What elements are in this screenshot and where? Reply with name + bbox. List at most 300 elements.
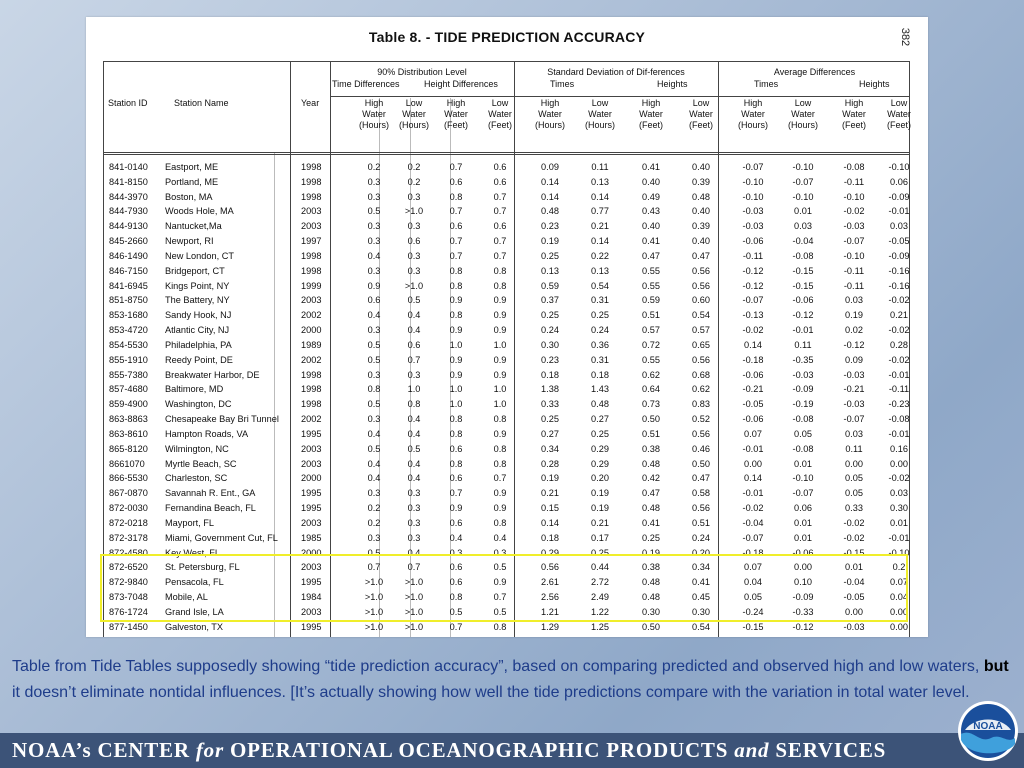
- station-name: Eastport, ME: [165, 162, 219, 172]
- value-std-lw-height: 0.40: [692, 236, 710, 247]
- value-avg-lw-time: -0.19: [792, 399, 814, 410]
- value-dist-hw-height: 0.9: [449, 295, 463, 306]
- station-id: 877-1450: [109, 621, 148, 632]
- value-dist-hw-height: 0.6: [449, 473, 463, 484]
- table-row: [104, 457, 911, 472]
- value-std-lw-height: 0.47: [692, 250, 710, 261]
- value-std-lw-time: 0.20: [591, 473, 609, 484]
- header-std-hw-time: High Water (Hours): [534, 98, 565, 130]
- value-std-lw-height: 0.50: [692, 458, 710, 469]
- value-dist-lw-time: 0.4: [407, 458, 421, 469]
- value-dist-hw-height: 0.6: [449, 577, 463, 588]
- station-name: The Battery, NY: [165, 295, 230, 306]
- value-dist-lw-height: 0.7: [493, 236, 507, 247]
- value-std-hw-time: 0.59: [541, 280, 559, 291]
- value-std-hw-time: 0.33: [541, 399, 559, 410]
- value-dist-hw-height: 0.8: [449, 414, 463, 425]
- value-avg-lw-height: -0.08: [888, 414, 910, 425]
- header-dist-hw-time: High Water (Hours): [358, 98, 389, 130]
- value-dist-hw-time: 0.5: [367, 547, 381, 558]
- caption-bold: but: [983, 658, 1009, 675]
- value-avg-hw-time: -0.02: [742, 503, 764, 514]
- year: 1985: [301, 532, 322, 543]
- value-avg-hw-time: -0.11: [742, 250, 764, 261]
- value-dist-lw-time: 0.4: [407, 414, 421, 425]
- value-dist-lw-height: 0.8: [493, 443, 507, 454]
- year: 2002: [301, 414, 322, 425]
- year: 1999: [301, 280, 322, 291]
- header-avg-lw-height: Low Water (Feet): [886, 98, 911, 130]
- value-dist-lw-height: 0.8: [493, 265, 507, 276]
- value-std-hw-time: 0.25: [541, 250, 559, 261]
- value-avg-lw-time: -0.12: [792, 310, 814, 321]
- value-avg-hw-time: -0.10: [742, 191, 764, 202]
- value-avg-lw-time: -0.10: [792, 473, 814, 484]
- value-avg-lw-time: -0.09: [792, 384, 814, 395]
- value-dist-lw-height: 0.8: [493, 621, 507, 632]
- value-avg-lw-time: 0.03: [794, 221, 812, 232]
- value-dist-lw-time: 0.7: [407, 562, 421, 573]
- station-name: New London, CT: [165, 250, 234, 261]
- table-row: [104, 427, 911, 442]
- value-dist-hw-height: 0.7: [449, 206, 463, 217]
- value-dist-lw-height: 0.8: [493, 458, 507, 469]
- value-avg-hw-time: -0.03: [742, 206, 764, 217]
- value-std-hw-time: 0.14: [541, 176, 559, 187]
- value-avg-hw-time: 0.04: [744, 577, 762, 588]
- station-id: 846-1490: [109, 250, 148, 261]
- station-name: Baltimore, MD: [165, 384, 224, 395]
- value-std-lw-height: 0.51: [692, 517, 710, 528]
- station-id: 844-9130: [109, 221, 148, 232]
- value-avg-lw-height: -0.01: [888, 532, 910, 543]
- year: 1998: [301, 162, 322, 172]
- value-avg-lw-height: -0.10: [888, 547, 910, 558]
- value-dist-lw-time: >1.0: [404, 606, 424, 617]
- value-avg-lw-height: 0.00: [890, 621, 908, 632]
- value-dist-hw-time: 0.6: [367, 295, 381, 306]
- header-std-heights: Heights: [657, 79, 688, 89]
- value-std-hw-height: 0.50: [642, 414, 660, 425]
- value-avg-hw-height: 0.02: [845, 325, 863, 336]
- page-number: 382: [898, 27, 911, 47]
- value-dist-lw-time: 0.3: [407, 532, 421, 543]
- value-avg-lw-height: -0.05: [888, 236, 910, 247]
- value-avg-lw-height: -0.01: [888, 369, 910, 380]
- value-std-lw-time: 0.14: [591, 236, 609, 247]
- svg-text:NOAA: NOAA: [973, 721, 1003, 732]
- station-id: 872-9840: [109, 577, 148, 588]
- value-avg-hw-time: 0.07: [744, 562, 762, 573]
- year: 1995: [301, 621, 322, 632]
- value-avg-lw-time: 0.01: [794, 517, 812, 528]
- value-dist-hw-time: >1.0: [364, 592, 384, 603]
- year: 1998: [301, 369, 322, 380]
- value-dist-lw-time: 0.3: [407, 488, 421, 499]
- value-std-hw-height: 0.48: [642, 503, 660, 514]
- station-name: Fernandina Beach, FL: [165, 503, 256, 514]
- value-dist-lw-height: 0.8: [493, 280, 507, 291]
- value-avg-lw-height: -0.02: [888, 473, 910, 484]
- value-std-lw-height: 0.20: [692, 547, 710, 558]
- value-std-hw-height: 0.41: [642, 162, 660, 172]
- value-dist-lw-time: 0.3: [407, 517, 421, 528]
- value-avg-hw-time: -0.01: [742, 443, 764, 454]
- value-avg-lw-height: 0.06: [890, 176, 908, 187]
- value-avg-hw-time: -0.04: [742, 517, 764, 528]
- station-id: 844-3970: [109, 191, 148, 202]
- table-row: [104, 397, 911, 412]
- value-std-hw-height: 0.59: [642, 295, 660, 306]
- value-avg-lw-time: -0.10: [792, 162, 814, 172]
- table-document: [86, 17, 928, 637]
- value-std-hw-height: 0.43: [642, 206, 660, 217]
- value-avg-lw-time: -0.10: [792, 191, 814, 202]
- value-dist-hw-time: 0.9: [367, 280, 381, 291]
- year: 1997: [301, 236, 322, 247]
- value-avg-hw-time: 0.14: [744, 473, 762, 484]
- value-dist-hw-time: 0.3: [367, 325, 381, 336]
- value-dist-hw-time: 0.2: [367, 162, 381, 172]
- value-std-hw-time: 0.09: [541, 162, 559, 172]
- table-row: [104, 323, 911, 338]
- value-std-hw-height: 0.57: [642, 325, 660, 336]
- station-name: Mayport, FL: [165, 517, 215, 528]
- value-std-hw-height: 0.51: [642, 428, 660, 439]
- value-dist-hw-height: 0.9: [449, 369, 463, 380]
- value-avg-hw-time: -0.07: [742, 295, 764, 306]
- value-std-lw-time: 0.31: [591, 295, 609, 306]
- station-id: 872-3178: [109, 532, 148, 543]
- value-std-hw-time: 0.19: [541, 236, 559, 247]
- value-std-lw-time: 0.29: [591, 458, 609, 469]
- value-std-hw-height: 0.51: [642, 310, 660, 321]
- value-dist-hw-time: 0.4: [367, 250, 381, 261]
- value-dist-lw-height: 0.5: [493, 606, 507, 617]
- value-dist-lw-height: 0.9: [493, 503, 507, 514]
- header-avg-lw-time: Low Water (Hours): [787, 98, 818, 130]
- value-dist-hw-height: 1.0: [449, 339, 463, 350]
- value-std-lw-height: 0.40: [692, 206, 710, 217]
- value-avg-lw-height: -0.02: [888, 354, 910, 365]
- value-avg-lw-height: -0.01: [888, 206, 910, 217]
- value-avg-lw-time: -0.09: [792, 592, 814, 603]
- value-std-hw-time: 0.27: [541, 428, 559, 439]
- value-avg-hw-height: 0.19: [845, 310, 863, 321]
- value-dist-hw-height: 0.7: [449, 488, 463, 499]
- table-row: [104, 501, 911, 516]
- value-avg-hw-height: -0.07: [843, 236, 865, 247]
- value-std-lw-time: 0.21: [591, 221, 609, 232]
- value-std-hw-time: 1.38: [541, 384, 559, 395]
- value-dist-hw-time: 0.2: [367, 517, 381, 528]
- station-id: 855-7380: [109, 369, 148, 380]
- value-dist-lw-height: 0.3: [493, 547, 507, 558]
- value-avg-lw-time: -0.06: [792, 295, 814, 306]
- station-name: Atlantic City, NJ: [165, 325, 230, 336]
- value-avg-hw-height: 0.03: [845, 428, 863, 439]
- station-name: Newport, RI: [165, 236, 214, 247]
- value-std-hw-height: 0.19: [642, 547, 660, 558]
- value-std-lw-time: 0.36: [591, 339, 609, 350]
- value-dist-lw-time: 0.3: [407, 221, 421, 232]
- value-std-hw-time: 0.34: [541, 443, 559, 454]
- station-id: 872-0030: [109, 503, 148, 514]
- value-dist-lw-height: 0.9: [493, 369, 507, 380]
- value-dist-lw-time: 1.0: [407, 384, 421, 395]
- footer-part1: NOAA’s CENTER: [12, 738, 196, 762]
- value-dist-hw-time: >1.0: [364, 621, 384, 632]
- value-std-lw-height: 0.39: [692, 221, 710, 232]
- value-avg-hw-time: -0.12: [742, 265, 764, 276]
- value-std-lw-height: 0.24: [692, 532, 710, 543]
- value-dist-lw-time: 0.2: [407, 162, 421, 172]
- value-std-hw-height: 0.25: [642, 532, 660, 543]
- value-dist-hw-height: 0.8: [449, 428, 463, 439]
- value-dist-hw-time: 0.5: [367, 399, 381, 410]
- value-dist-lw-time: 0.3: [407, 369, 421, 380]
- value-dist-lw-time: 0.2: [407, 176, 421, 187]
- value-dist-hw-height: 0.7: [449, 250, 463, 261]
- year: 1998: [301, 384, 322, 395]
- value-dist-lw-height: 0.8: [493, 517, 507, 528]
- value-std-lw-height: 0.46: [692, 443, 710, 454]
- header-time-differences: Time Differences: [332, 79, 400, 89]
- value-dist-lw-height: 1.0: [493, 399, 507, 410]
- value-dist-lw-time: 0.3: [407, 250, 421, 261]
- value-dist-lw-time: 0.4: [407, 547, 421, 558]
- value-dist-hw-time: 0.7: [367, 562, 381, 573]
- year: 1998: [301, 250, 322, 261]
- value-dist-hw-time: 0.3: [367, 236, 381, 247]
- value-std-lw-time: 0.21: [591, 517, 609, 528]
- value-std-hw-height: 0.40: [642, 176, 660, 187]
- value-dist-lw-height: 0.9: [493, 577, 507, 588]
- value-std-lw-time: 0.25: [591, 428, 609, 439]
- value-std-lw-time: 0.14: [591, 191, 609, 202]
- value-avg-lw-height: -0.16: [888, 265, 910, 276]
- value-std-lw-height: 0.68: [692, 369, 710, 380]
- value-avg-hw-height: -0.03: [843, 399, 865, 410]
- value-std-hw-time: 0.18: [541, 532, 559, 543]
- value-avg-hw-time: -0.18: [742, 547, 764, 558]
- value-avg-lw-height: 0.00: [890, 458, 908, 469]
- value-avg-lw-height: 0.03: [890, 488, 908, 499]
- header-height-differences: Height Differences: [424, 79, 498, 89]
- value-dist-hw-height: 0.6: [449, 221, 463, 232]
- table-row: [104, 590, 911, 605]
- station-name: Savannah R. Ent., GA: [165, 488, 256, 499]
- station-id: 845-2660: [109, 236, 148, 247]
- value-dist-hw-height: 0.3: [449, 547, 463, 558]
- value-avg-lw-time: -0.08: [792, 250, 814, 261]
- station-id: 876-1724: [109, 606, 148, 617]
- value-std-hw-time: 1.29: [541, 621, 559, 632]
- value-dist-lw-height: 0.5: [493, 562, 507, 573]
- value-dist-hw-time: 0.3: [367, 191, 381, 202]
- value-std-hw-height: 0.38: [642, 443, 660, 454]
- header-avg-times: Times: [754, 79, 779, 89]
- table-row: [104, 605, 911, 620]
- value-std-lw-height: 0.65: [692, 339, 710, 350]
- value-dist-lw-height: 0.9: [493, 354, 507, 365]
- station-id: 8661070: [109, 458, 145, 469]
- value-std-lw-height: 0.45: [692, 592, 710, 603]
- station-id: 863-8863: [109, 414, 148, 425]
- value-avg-hw-height: 0.03: [845, 295, 863, 306]
- value-avg-hw-height: -0.11: [843, 265, 865, 276]
- value-avg-hw-height: -0.03: [843, 621, 865, 632]
- value-avg-lw-time: -0.15: [792, 280, 814, 291]
- year: 2000: [301, 547, 322, 558]
- value-dist-hw-time: 0.5: [367, 443, 381, 454]
- value-std-hw-time: 0.37: [541, 295, 559, 306]
- value-avg-lw-time: -0.35: [792, 354, 814, 365]
- value-dist-lw-height: 0.7: [493, 473, 507, 484]
- station-id: 841-0140: [109, 162, 148, 172]
- table-row: [104, 412, 911, 427]
- value-avg-hw-height: -0.08: [843, 162, 865, 172]
- value-std-lw-time: 0.54: [591, 280, 609, 291]
- value-std-lw-time: 0.44: [591, 562, 609, 573]
- station-id: 851-8750: [109, 295, 148, 306]
- value-std-hw-time: 0.18: [541, 369, 559, 380]
- value-dist-hw-time: 0.5: [367, 339, 381, 350]
- table-row: [104, 368, 911, 383]
- table-row: [104, 308, 911, 323]
- value-std-hw-height: 0.42: [642, 473, 660, 484]
- value-dist-lw-height: 0.8: [493, 414, 507, 425]
- table-row: [104, 293, 911, 308]
- value-avg-hw-height: -0.03: [843, 369, 865, 380]
- value-dist-lw-height: 0.7: [493, 191, 507, 202]
- value-avg-hw-height: -0.10: [843, 250, 865, 261]
- value-dist-lw-height: 0.9: [493, 488, 507, 499]
- year: 1995: [301, 488, 322, 499]
- value-std-lw-height: 0.41: [692, 577, 710, 588]
- value-std-lw-height: 0.34: [692, 562, 710, 573]
- value-avg-hw-height: 0.05: [845, 473, 863, 484]
- caption-text: [12, 654, 1017, 706]
- value-dist-lw-height: 1.0: [493, 384, 507, 395]
- value-std-hw-height: 0.73: [642, 399, 660, 410]
- value-dist-lw-height: 0.9: [493, 295, 507, 306]
- value-std-lw-time: 0.17: [591, 532, 609, 543]
- value-avg-lw-time: -0.04: [792, 236, 814, 247]
- value-avg-lw-height: -0.23: [888, 399, 910, 410]
- value-std-hw-time: 0.24: [541, 325, 559, 336]
- value-avg-lw-time: -0.03: [792, 369, 814, 380]
- value-dist-lw-height: 0.6: [493, 162, 507, 172]
- value-std-hw-time: 0.48: [541, 206, 559, 217]
- value-std-lw-time: 0.18: [591, 369, 609, 380]
- caption-part1: Table from Tide Tables supposedly showing “tide prediction accuracy”, based on comparing predicted and observed high and low waters,: [12, 658, 984, 675]
- year: 2003: [301, 517, 322, 528]
- station-name: Bridgeport, CT: [165, 265, 225, 276]
- value-avg-hw-time: 0.05: [744, 592, 762, 603]
- value-avg-hw-height: -0.02: [843, 517, 865, 528]
- value-avg-lw-height: 0.01: [890, 517, 908, 528]
- value-avg-hw-time: -0.06: [742, 369, 764, 380]
- value-std-lw-time: 1.25: [591, 621, 609, 632]
- value-avg-hw-height: -0.15: [843, 547, 865, 558]
- value-avg-hw-height: -0.21: [843, 384, 865, 395]
- table-row: [104, 219, 911, 234]
- station-name: Nantucket,Ma: [165, 221, 222, 232]
- value-dist-hw-height: 0.6: [449, 176, 463, 187]
- station-name: Breakwater Harbor, DE: [165, 369, 260, 380]
- station-id: 866-5530: [109, 473, 148, 484]
- value-std-lw-time: 0.77: [591, 206, 609, 217]
- value-dist-lw-height: 0.9: [493, 325, 507, 336]
- value-std-lw-height: 0.58: [692, 488, 710, 499]
- value-std-hw-height: 0.49: [642, 191, 660, 202]
- table-row: [104, 560, 911, 575]
- value-avg-hw-height: 0.09: [845, 354, 863, 365]
- station-name: Hampton Roads, VA: [165, 428, 249, 439]
- value-std-hw-height: 0.41: [642, 236, 660, 247]
- value-dist-hw-height: 0.9: [449, 354, 463, 365]
- table-row: [104, 471, 911, 486]
- value-avg-lw-height: -0.11: [888, 384, 910, 395]
- header-distribution: 90% Distribution Level: [377, 67, 467, 77]
- value-avg-lw-time: -0.06: [792, 547, 814, 558]
- value-avg-lw-time: -0.12: [792, 621, 814, 632]
- header-std-lw-height: Low Water (Feet): [688, 98, 713, 130]
- value-dist-hw-height: 1.0: [449, 399, 463, 410]
- value-dist-hw-height: 0.8: [449, 280, 463, 291]
- year: 1984: [301, 592, 322, 603]
- value-avg-lw-time: 0.06: [794, 503, 812, 514]
- year: 1995: [301, 428, 322, 439]
- value-dist-lw-time: 0.8: [407, 399, 421, 410]
- value-avg-hw-time: -0.13: [742, 310, 764, 321]
- value-std-hw-time: 0.25: [541, 310, 559, 321]
- value-avg-lw-time: 0.01: [794, 206, 812, 217]
- value-dist-lw-time: 0.4: [407, 428, 421, 439]
- value-std-lw-height: 0.56: [692, 428, 710, 439]
- header-dist-lw-height: Low Water (Feet): [487, 98, 512, 130]
- value-std-hw-time: 0.21: [541, 488, 559, 499]
- value-avg-lw-height: -0.02: [888, 325, 910, 336]
- value-std-lw-time: 0.19: [591, 503, 609, 514]
- value-avg-hw-height: -0.11: [843, 280, 865, 291]
- header-station-id: Station ID: [108, 98, 148, 108]
- table-row: [104, 575, 911, 590]
- value-dist-lw-time: 0.3: [407, 265, 421, 276]
- value-std-hw-height: 0.55: [642, 354, 660, 365]
- footer-for: for: [195, 738, 224, 762]
- value-std-hw-time: 0.28: [541, 458, 559, 469]
- value-std-lw-height: 0.56: [692, 503, 710, 514]
- value-dist-hw-height: 0.7: [449, 236, 463, 247]
- value-avg-lw-time: -0.08: [792, 443, 814, 454]
- value-std-lw-time: 0.19: [591, 488, 609, 499]
- value-dist-lw-time: 0.3: [407, 191, 421, 202]
- station-id: 853-4720: [109, 325, 148, 336]
- value-std-hw-height: 0.55: [642, 280, 660, 291]
- value-avg-lw-time: 0.01: [794, 532, 812, 543]
- station-name: Chesapeake Bay Bri Tunnel: [165, 414, 279, 425]
- station-name: Sandy Hook, NJ: [165, 310, 232, 321]
- station-id: 863-8610: [109, 428, 148, 439]
- value-avg-lw-height: 0.03: [890, 221, 908, 232]
- value-dist-lw-height: 0.7: [493, 250, 507, 261]
- value-std-lw-time: 0.11: [591, 162, 609, 172]
- year: 2003: [301, 458, 322, 469]
- value-avg-lw-height: 0.2: [892, 562, 906, 573]
- value-avg-lw-height: -0.10: [888, 162, 910, 172]
